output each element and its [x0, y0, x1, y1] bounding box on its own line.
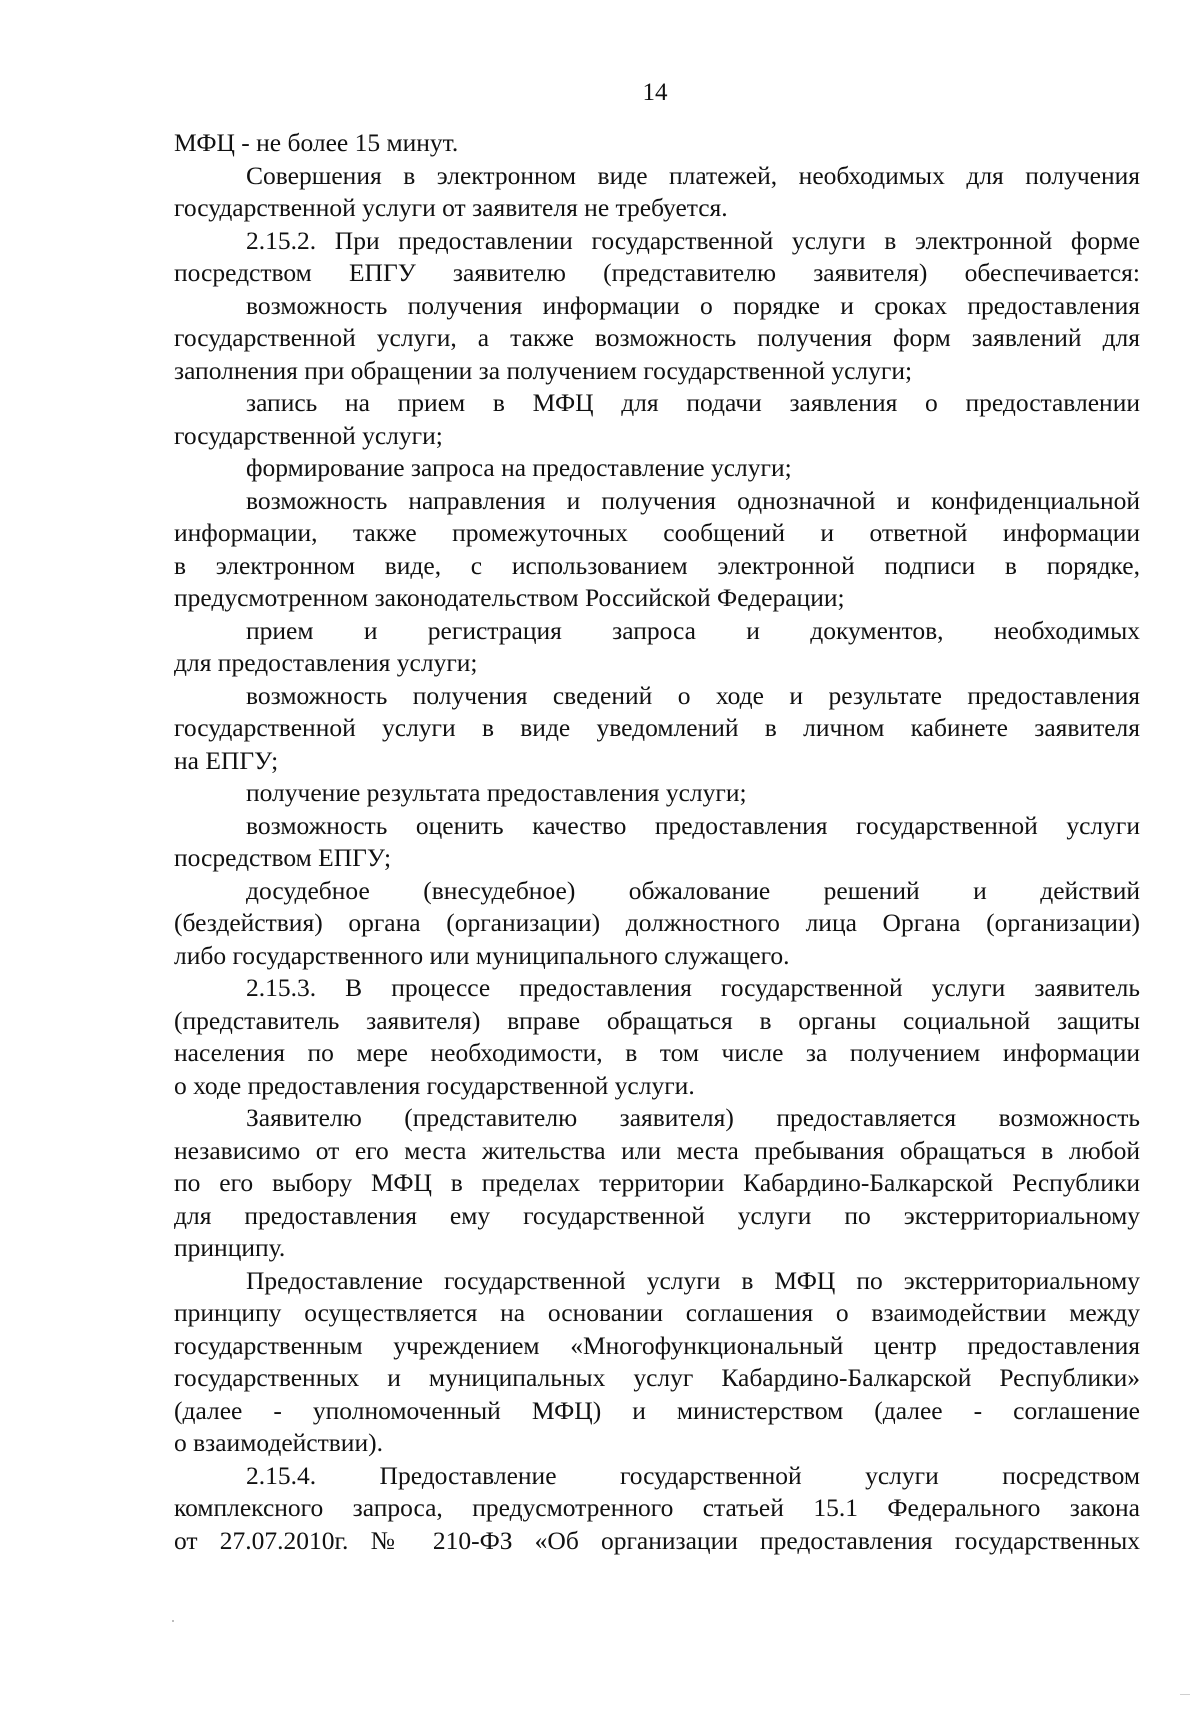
text-line: посредством ЕПГУ;: [174, 843, 392, 872]
text-line: государственным учреждением «Многофункциональный центр предоставления: [174, 1330, 1140, 1360]
text-line: о взаимодействии).: [174, 1428, 383, 1457]
text-line: о ходе предоставления государственной услуги.: [174, 1070, 695, 1100]
text-line: запись на прием в МФЦ для подачи заявления о предоставлении: [246, 388, 1140, 417]
scan-speck: [1180, 1694, 1190, 1695]
text-line: возможность направления и получения однозначной и конфиденциальной: [246, 485, 1140, 515]
text-line: получение результата предоставления услуги;: [246, 778, 747, 807]
text-line: государственной услуги;: [174, 420, 443, 450]
text-line: 2.15.4. Предоставление государственной услуги посредством: [246, 1460, 1140, 1490]
text-line: государственной услуги от заявителя не требуется.: [174, 193, 728, 222]
text-line: по его выбору МФЦ в пределах территории Кабардино-Балкарской Республики: [174, 1168, 1140, 1197]
text-line: для предоставления ему государственной услуги по экстерриториальному: [174, 1200, 1140, 1230]
text-line: возможность получения сведений о ходе и результате предоставления: [246, 680, 1140, 710]
text-line: 2.15.2. При предоставлении государственной услуги в электронной форме: [246, 225, 1140, 255]
text-line: принципу осуществляется на основании соглашения о взаимодействии между: [174, 1298, 1140, 1327]
text-line: предусмотренном законодательством Российской Федерации;: [174, 583, 845, 612]
text-line: (далее - уполномоченный МФЦ) и министерством (далее - соглашение: [174, 1395, 1140, 1425]
text-line: либо государственного или муниципального служащего.: [174, 940, 790, 970]
text-line: возможность оценить качество предоставления государственной услуги: [246, 810, 1140, 840]
text-line: принципу.: [174, 1233, 286, 1262]
page-number: 14: [642, 79, 668, 106]
text-line: государственных и муниципальных услуг Кабардино-Балкарской Республики»: [174, 1363, 1140, 1392]
text-line: от 27.07.2010г. № 210-ФЗ «Об организации предоставления государственных: [174, 1525, 1140, 1555]
text-line: независимо от его места жительства или места пребывания обращаться в любой: [174, 1135, 1140, 1165]
text-line: комплексного запроса, предусмотренного статьей 15.1 Федерального закона: [174, 1493, 1140, 1522]
text-line: для предоставления услуги;: [174, 648, 478, 677]
text-line: посредством ЕПГУ заявителю (представителю заявителя) обеспечивается:: [174, 258, 1140, 287]
text-line: в электронном виде, с использованием электронной подписи в порядке,: [174, 550, 1140, 580]
text-line: информации, также промежуточных сообщений и ответной информации: [174, 518, 1140, 547]
text-line: Предоставление государственной услуги в МФЦ по экстерриториальному: [246, 1265, 1140, 1295]
text-line: заполнения при обращении за получением государственной услуги;: [174, 355, 913, 385]
text-line: досудебное (внесудебное) обжалование решений и действий: [246, 875, 1140, 905]
text-line: возможность получения информации о порядке и сроках предоставления: [246, 290, 1140, 320]
text-line: (представитель заявителя) вправе обращаться в органы социальной защиты: [174, 1005, 1140, 1035]
scan-speck: [172, 1620, 174, 1622]
text-line: населения по мере необходимости, в том числе за получением информации: [174, 1038, 1140, 1067]
text-line: Совершения в электронном виде платежей, необходимых для получения: [246, 160, 1140, 190]
document-body: [174, 127, 1140, 1557]
text-line: прием и регистрация запроса и документов, необходимых: [246, 615, 1140, 645]
text-line: на ЕПГУ;: [174, 745, 279, 775]
text-line: государственной услуги, а также возможность получения форм заявлений для: [174, 323, 1140, 352]
text-line: 2.15.3. В процессе предоставления государственной услуги заявитель: [246, 973, 1140, 1002]
text-line: государственной услуги в виде уведомлений в личном кабинете заявителя: [174, 713, 1140, 742]
text-line: МФЦ - не более 15 минут.: [174, 128, 459, 157]
text-line: (бездействия) органа (организации) должностного лица Органа (организации): [174, 908, 1140, 937]
text-line: формирование запроса на предоставление услуги;: [246, 453, 792, 482]
text-line: Заявителю (представителю заявителя) предоставляется возможность: [246, 1103, 1140, 1132]
